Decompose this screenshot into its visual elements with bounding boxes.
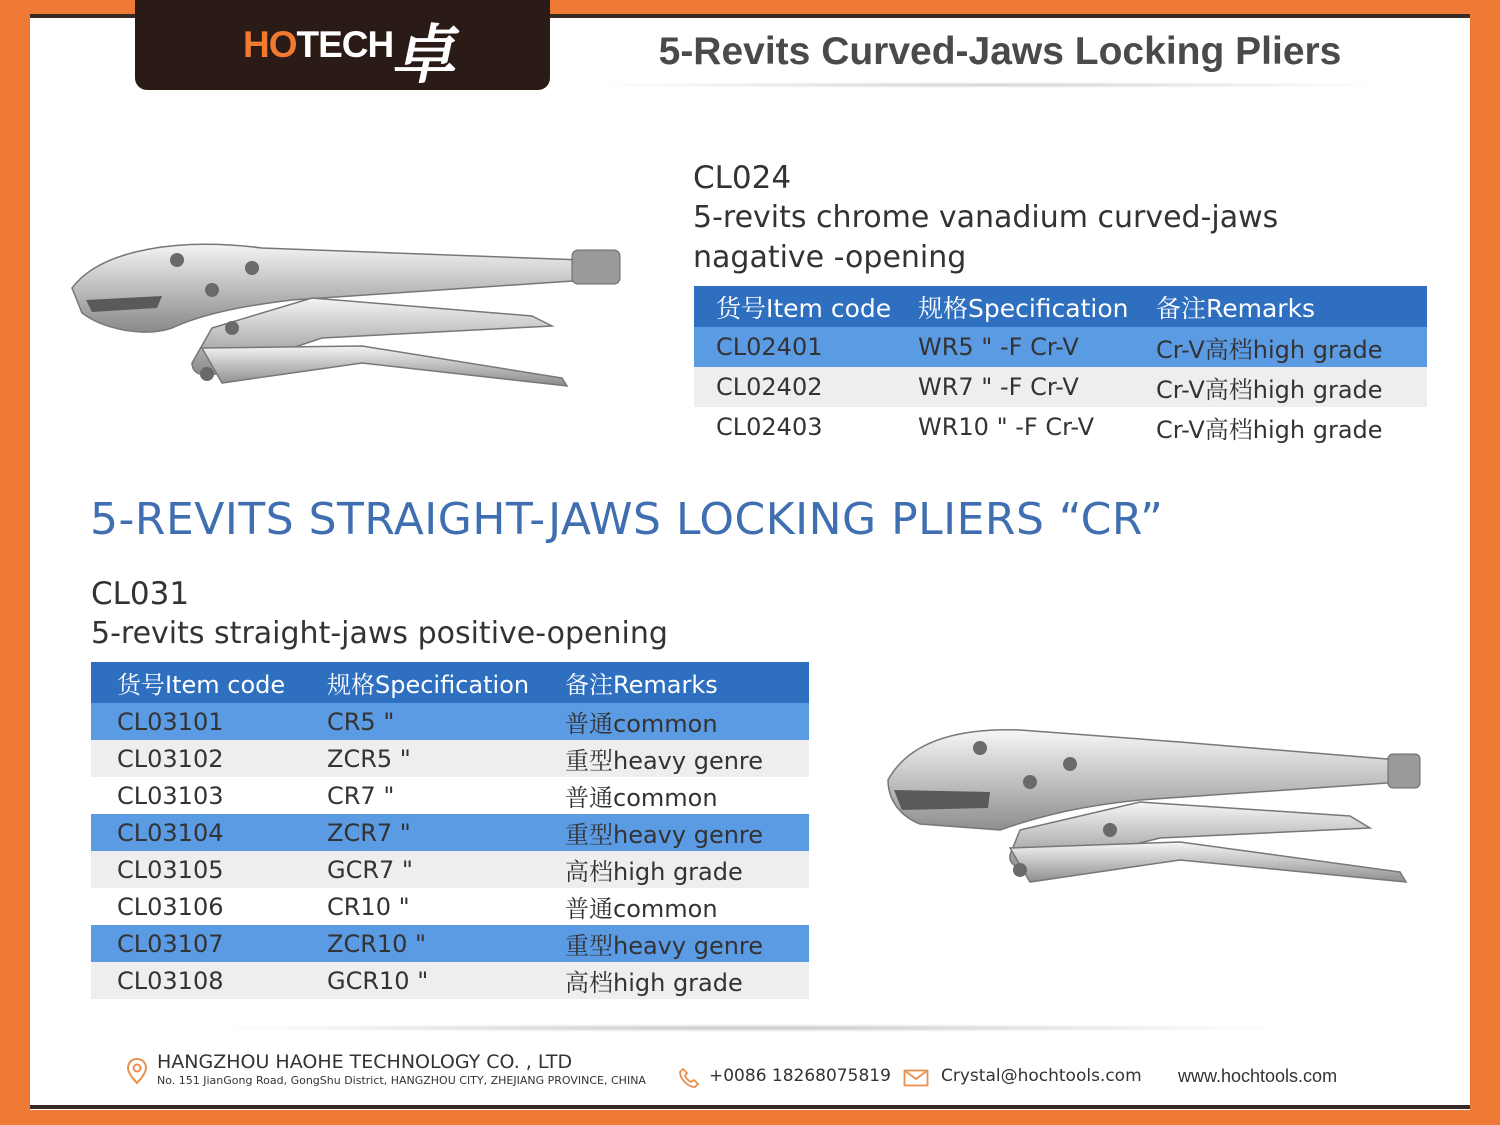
remarks-cell: Cr-V高档high grade — [1144, 367, 1427, 407]
remarks-cell: Cr-V高档high grade — [1144, 327, 1427, 367]
specification-cell: ZCR7 " — [301, 814, 541, 851]
item-code-cell: CL03106 — [91, 888, 301, 925]
header-specification: 规格Specification — [301, 662, 541, 703]
product1-spec-table — [694, 286, 1427, 447]
logo — [135, 0, 550, 93]
remarks-cell: 高档high grade — [541, 851, 809, 888]
table-row — [91, 740, 809, 777]
header-remarks: 备注Remarks — [541, 662, 809, 703]
table-row — [694, 367, 1427, 407]
item-code-cell: CL03102 — [91, 740, 301, 777]
website-link[interactable]: www.hochtools.com — [1178, 1066, 1338, 1086]
email-address: Crystal@hochtools.com — [941, 1066, 1142, 1086]
table-row — [91, 888, 809, 925]
section-heading: 5-REVITS STRAIGHT-JAWS LOCKING PLIERS “CR” — [90, 494, 1164, 545]
remarks-cell: 普通common — [541, 703, 809, 740]
remarks-cell: 重型heavy genre — [541, 925, 809, 962]
table-row — [91, 814, 809, 851]
specification-cell: GCR7 " — [301, 851, 541, 888]
item-code-cell: CL03105 — [91, 851, 301, 888]
table-row — [91, 851, 809, 888]
company-name: HANGZHOU HAOHE TECHNOLOGY CO. , LTD — [157, 1051, 573, 1073]
item-code-cell: CL03108 — [91, 962, 301, 999]
header-item-code: 货号Item code — [694, 286, 904, 327]
email-icon — [903, 1069, 929, 1087]
footer-divider — [200, 1024, 1300, 1032]
location-pin-icon — [126, 1057, 148, 1085]
curved-jaw-plier-image — [62, 228, 627, 398]
remarks-cell: 普通common — [541, 888, 809, 925]
header-remarks: 备注Remarks — [1144, 286, 1427, 327]
specification-cell: CR7 " — [301, 777, 541, 814]
specification-cell: ZCR10 " — [301, 925, 541, 962]
table-row — [694, 407, 1427, 447]
item-code-cell: CL03107 — [91, 925, 301, 962]
table-header-row — [694, 286, 1427, 327]
item-code-cell: CL02403 — [694, 407, 904, 447]
table-row — [91, 777, 809, 814]
table-row — [91, 703, 809, 740]
item-code-cell: CL03103 — [91, 777, 301, 814]
specification-cell: WR7 " -F Cr-V — [904, 367, 1144, 407]
logo-mark: 卓 — [387, 18, 468, 93]
product1-description-line1: 5-revits chrome vanadium curved-jaws — [693, 200, 1279, 235]
item-code-cell: CL02401 — [694, 327, 904, 367]
product2-spec-table — [91, 662, 809, 999]
item-code-cell: CL03101 — [91, 703, 301, 740]
phone-number: +0086 18268075819 — [709, 1066, 891, 1086]
remarks-cell: 重型heavy genre — [541, 740, 809, 777]
specification-cell: CR10 " — [301, 888, 541, 925]
title-divider — [580, 82, 1400, 88]
phone-icon — [678, 1066, 700, 1088]
specification-cell: GCR10 " — [301, 962, 541, 999]
product1-model: CL024 — [693, 160, 792, 196]
table-row — [91, 925, 809, 962]
table-header-row — [91, 662, 809, 703]
table-row — [694, 327, 1427, 367]
logo-wordmark: HOTECH — [243, 24, 394, 65]
page-title: 5-Revits Curved-Jaws Locking Pliers — [658, 30, 1342, 73]
straight-jaw-plier-image — [880, 720, 1425, 890]
specification-cell: WR10 " -F Cr-V — [904, 407, 1144, 447]
table-row — [91, 962, 809, 999]
product2-model: CL031 — [91, 576, 190, 612]
item-code-cell: CL03104 — [91, 814, 301, 851]
header-item-code: 货号Item code — [91, 662, 301, 703]
product1-description-line2: nagative -opening — [693, 240, 967, 275]
item-code-cell: CL02402 — [694, 367, 904, 407]
specification-cell: WR5 " -F Cr-V — [904, 327, 1144, 367]
specification-cell: ZCR5 " — [301, 740, 541, 777]
header-specification: 规格Specification — [904, 286, 1144, 327]
remarks-cell: Cr-V高档high grade — [1144, 407, 1427, 447]
remarks-cell: 高档high grade — [541, 962, 809, 999]
remarks-cell: 普通common — [541, 777, 809, 814]
company-address: No. 151 JianGong Road, GongShu District, HANGZHOU CITY, ZHEJIANG PROVINCE, CHINA — [157, 1074, 646, 1087]
product2-description: 5-revits straight-jaws positive-opening — [91, 616, 668, 651]
remarks-cell: 重型heavy genre — [541, 814, 809, 851]
specification-cell: CR5 " — [301, 703, 541, 740]
bottom-rule — [30, 1105, 1470, 1109]
